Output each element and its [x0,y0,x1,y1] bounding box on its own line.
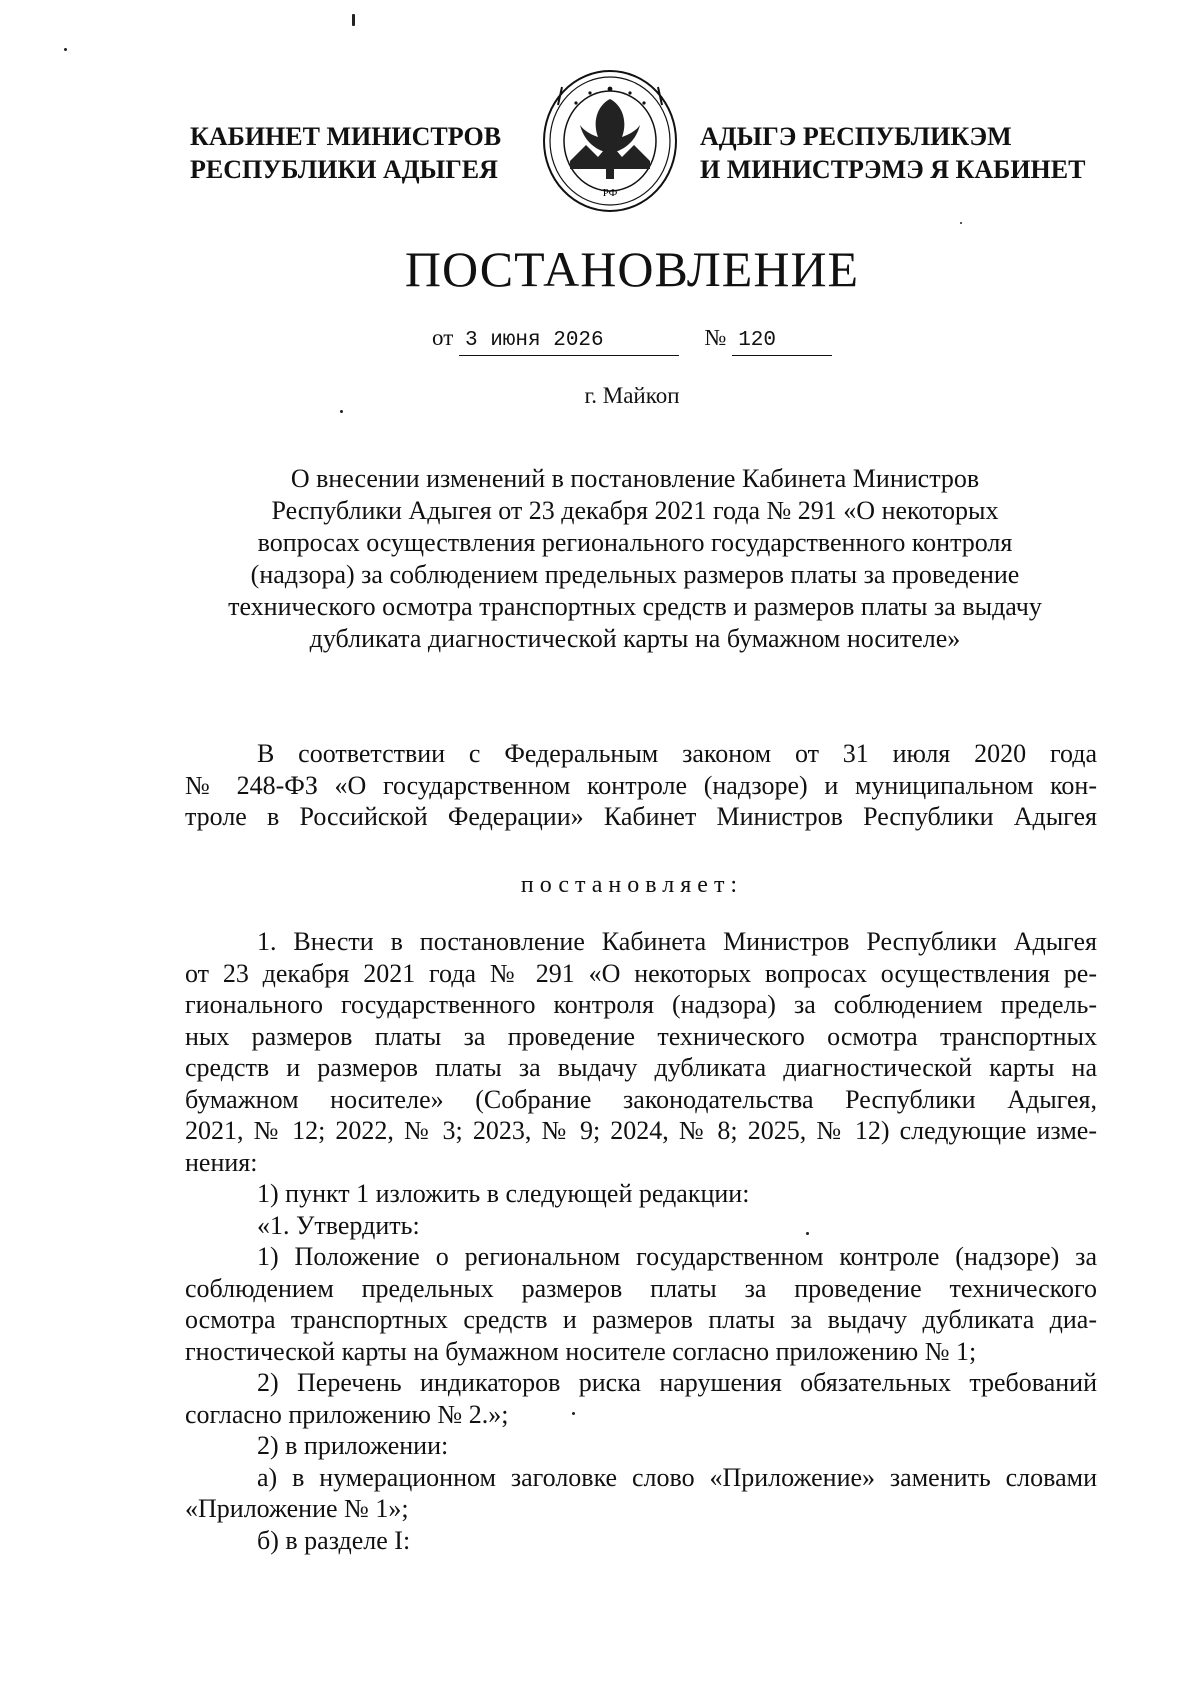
document-subject [185,463,1085,655]
header-right-line1: АДЫГЭ РЕСПУБЛИКЭМ [700,122,1012,151]
basis-paragraph [185,738,1097,833]
coat-of-arms-seal [540,65,680,215]
number-label: № [704,325,727,350]
body-text [185,926,1097,1556]
resolve-word: постановляет: [520,872,744,898]
basis-line: троле в Российской Федерации» Кабинет Министров Республики Адыгея [185,802,1097,831]
scan-speck [352,14,355,26]
body-line: 2) в приложении: [257,1431,449,1460]
body-line: 2021, № 12; 2022, № 3; 2023, № 9; 2024, № 8; 2025, № 12) следующие изме- [185,1116,1097,1145]
scan-speck [340,410,343,413]
header-left-line1: КАБИНЕТ МИНИСТРОВ [190,122,502,151]
basis-line: № 248-ФЗ «О государственном контроле (надзоре) и муниципальном кон- [185,770,1097,800]
body-line: гностической карты на бумажном носителе согласно приложению № 1; [185,1336,977,1366]
subject-line: (надзора) за соблюдением предельных размеров платы за проведение [250,560,1020,589]
scan-speck [960,222,962,224]
body-line: 2) Перечень индикаторов риска нарушения обязательных требований [257,1368,1097,1397]
subject-line: вопросах осуществления регионального государственного контроля [257,528,1013,557]
subject-line: О внесении изменений в постановление Кабинета Министров [290,464,980,493]
body-line: от 23 декабря 2021 года № 291 «О некоторых вопросах осуществления ре- [185,958,1097,988]
body-line: «1. Утвердить: [257,1210,420,1240]
header-left [190,120,501,186]
header-right [700,120,1085,186]
body-line: бумажном носителе» (Собрание законодательства Республики Адыгея, [185,1084,1097,1114]
body-line: средств и размеров платы за выдачу дубликата диагностической карты на [185,1053,1097,1082]
date-prefix: от [432,325,454,350]
basis-line: В соответствии с Федеральным законом от 31 июля 2020 года [257,739,1097,768]
seal-bottom-text: РФ [602,187,618,199]
scan-speck [64,48,67,51]
body-line: гионального государственного контроля (надзора) за соблюдением предель- [185,990,1097,1019]
body-line: а) в нумерационном заголовке слово «Приложение» заменить словами [257,1462,1097,1492]
document-number: 120 [732,329,832,356]
body-line: осмотра транспортных средств и размеров платы за выдачу дубликата диа- [185,1305,1097,1334]
subject-line: дубликата диагностической карты на бумажном носителе» [309,624,961,653]
body-line: нения: [185,1147,258,1177]
document-title: ПОСТАНОВЛЕНИЕ [404,241,860,297]
body-line: 1) пункт 1 изложить в следующей редакции: [257,1179,750,1208]
subject-line: Республики Адыгея от 23 декабря 2021 года № 291 «О некоторых [271,496,999,525]
body-line: 1) Положение о региональном государственном контроле (надзоре) за [257,1242,1097,1271]
body-line: 1. Внести в постановление Кабинета Министров Республики Адыгея [257,927,1097,956]
scan-speck [806,1232,809,1235]
subject-line: технического осмотра транспортных средств и размеров платы за выдачу [228,592,1042,621]
body-line: б) в разделе I: [257,1525,411,1555]
scan-speck [572,1412,575,1415]
body-line: согласно приложению № 2.»; [185,1399,509,1429]
document-date: 3 июня 2026 [459,329,679,356]
body-line: «Приложение № 1»; [185,1494,409,1523]
city: г. Майкоп [584,383,680,408]
body-line: соблюдением предельных размеров платы за проведение технического [185,1273,1097,1303]
body-line: ных размеров платы за проведение технического осмотра транспортных [185,1021,1097,1051]
date-number-line [432,325,832,356]
header-right-line2: И МИНИСТРЭМЭ Я КАБИНЕТ [700,155,1086,184]
header-left-line2: РЕСПУБЛИКИ АДЫГЕЯ [190,155,498,184]
